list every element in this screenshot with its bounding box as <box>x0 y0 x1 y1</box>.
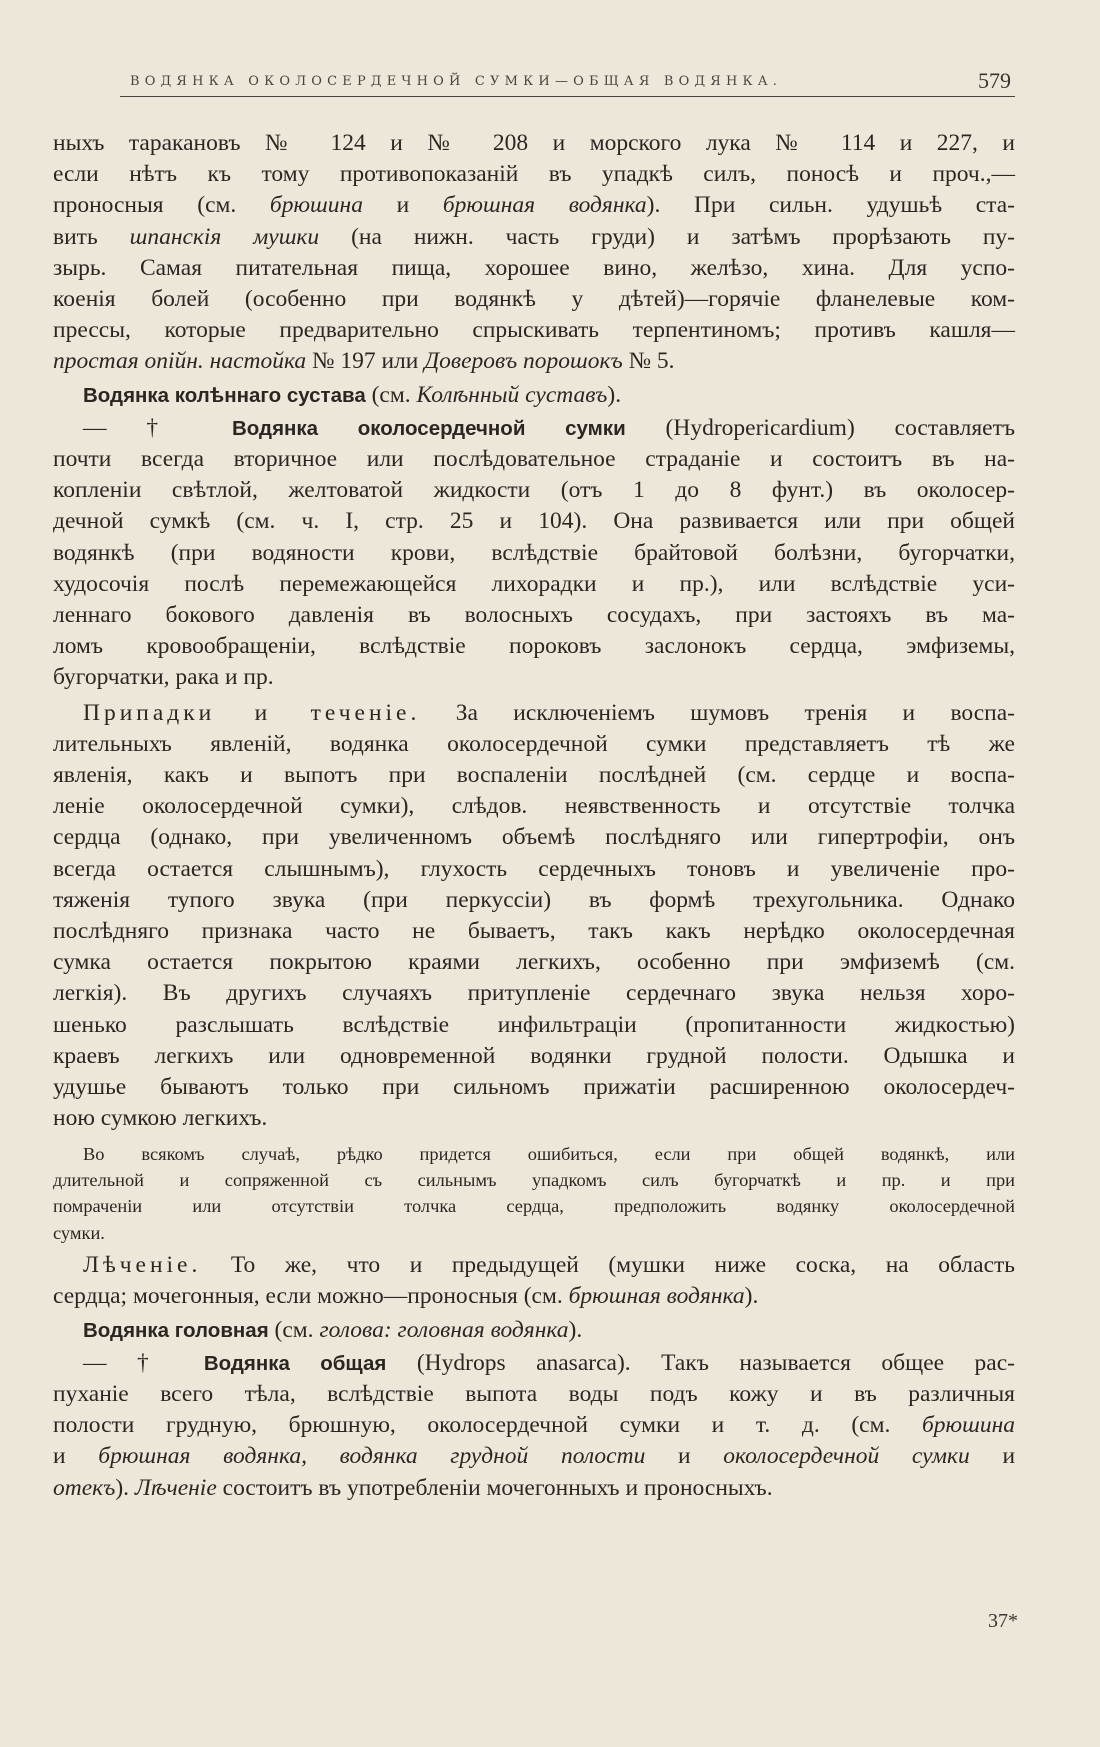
spaced-subheading: Припадки и теченіе. <box>83 699 421 726</box>
paragraph-treatment-continued <box>53 128 1015 378</box>
text-line: удушье бываютъ только при сильномъ прижатіи расширенною околосердеч- <box>53 1074 1015 1101</box>
running-title: ВОДЯНКА ОКОЛОСЕРДЕЧНОЙ СУМКИ—ОБЩАЯ ВОДЯНКА. <box>130 74 783 89</box>
text-line: тяженія тупого звука (при перкуссіи) въ формѣ трехугольника. Однако <box>53 886 1015 913</box>
text-line: водянкѣ (при водяности крови, вслѣдствіе брайтовой болѣзни, бугорчатки, <box>53 539 1015 566</box>
text-line: сердца; мочегонныя, если можно—проносныя (см. брюшная водянка). <box>53 1283 759 1310</box>
text-line: прессы, которые предварительно спрыскивать терпентиномъ; противъ кашля— <box>53 317 1015 344</box>
text-line: длительной и сопряженной съ сильнымъ упадкомъ силъ бугорчаткѣ и пр. и при <box>53 1169 1015 1190</box>
text-line: ломъ кровообращеніи, вслѣдствіе пороковъ заслонокъ сердца, эмфиземы, <box>53 633 1015 660</box>
entry-hydrops-anasarca <box>53 1348 1015 1504</box>
signature-mark: 37* <box>988 1610 1018 1632</box>
text-line: отекъ). Лѣченіе состоитъ въ употребленіи мочегонныхъ и проносныхъ. <box>53 1474 773 1501</box>
text-line: коенія болей (особенно при водянкѣ у дѣтей)—горячіе фланелевые ком- <box>53 286 1015 313</box>
text-block <box>53 128 1015 1504</box>
text-line: полости грудную, брюшную, околосердечной сумки и т. д. (см. брюшина <box>53 1412 1015 1439</box>
text-line: шенько разслышать вслѣдствіе инфильтраціи (пропитанности жидкостью) <box>53 1011 1015 1038</box>
text-line: зырь. Самая питательная пища, хорошее вино, желѣзо, хина. Для успо- <box>53 254 1015 281</box>
paragraph-symptoms <box>53 698 1015 1135</box>
page-number: 579 <box>978 68 1011 93</box>
text-line: худосочія послѣ перемежающейся лихорадки и пр.), или вслѣдствіе уси- <box>53 570 1015 597</box>
text-line: бугорчатки, рака и пр. <box>53 664 274 691</box>
text-line: ною сумкою легкихъ. <box>53 1105 268 1132</box>
text-line: леннаго бокового давленія въ волосныхъ сосудахъ, при застояхъ въ ма- <box>53 602 1015 629</box>
entry-heading-head: Водянка головная (см. голова: головная водянка). <box>83 1316 583 1343</box>
text-line: явленія, какъ и выпотъ при воспаленіи послѣдней (см. сердце и воспа- <box>53 762 1015 789</box>
text-line: если нѣтъ къ тому противопоказаній въ упадкѣ силъ, поносѣ и проч.,— <box>53 161 1015 188</box>
entry-heading-knee: Водянка колѣннаго сустава (см. Колѣнный суставъ). <box>83 381 622 408</box>
text-line: ныхъ таракановъ № 124 и № 208 и морского лука № 114 и 227, и <box>53 130 1015 156</box>
small-print-note <box>53 1141 1015 1247</box>
spaced-subheading: Лѣченіе. <box>83 1252 202 1279</box>
text-line: лительныхъ явленій, водянка околосердечной сумки представляетъ тѣ же <box>53 730 1015 757</box>
text-line: всегда остается слышнымъ), глухость сердечныхъ тоновъ и увеличеніе про- <box>53 855 1015 882</box>
text-line: помраченіи или отсутствіи толчка сердца, предположить водянку околосердечной <box>53 1196 1015 1217</box>
text-line: копленіи свѣтлой, желтоватой жидкости (отъ 1 до 8 фунт.) въ околосер- <box>53 477 1015 504</box>
text-line: почти всегда вторичное или послѣдовательное страданіе и состоитъ въ на- <box>53 446 1015 473</box>
text-line: легкія). Въ другихъ случаяхъ притупленіе сердечнаго звука нельзя хоро- <box>53 980 1015 1007</box>
text-line: краевъ легкихъ или одновременной водянки грудной полости. Одышка и <box>53 1042 1015 1069</box>
text-line: послѣдняго признака часто не бываетъ, такъ какъ нерѣдко околосердечная <box>53 918 1015 945</box>
text-line: простая опійн. настойка № 197 или Доверовъ порошокъ № 5. <box>53 348 675 375</box>
text-line: проносныя (см. брюшина и брюшная водянка). При сильн. удушьѣ ста- <box>53 192 1015 219</box>
text-line: Припадки и теченіе. За исключеніемъ шумовъ тренія и воспа- <box>83 699 1016 726</box>
text-line: Лѣченіе. То же, что и предыдущей (мушки ниже соска, на область <box>83 1252 1015 1279</box>
page-header <box>120 68 1015 97</box>
text-line: Во всякомъ случаѣ, рѣдко придется ошибиться, если при общей водянкѣ, или <box>83 1143 1015 1164</box>
text-line: сумка остается покрытою краями легкихъ, особенно при эмфиземѣ (см. <box>53 949 1015 976</box>
entry-heading-general: — † Водянка общая (Hydrops anasarca). Такъ называется общее рас- <box>83 1349 1015 1376</box>
paragraph-treatment <box>53 1250 1015 1312</box>
entry-hydropericardium <box>53 413 1015 694</box>
text-line: сумки. <box>53 1222 105 1243</box>
text-line: леніе околосердечной сумки), слѣдов. неявственность и отсутствіе толчка <box>53 793 1015 820</box>
text-line: пуханіе всего тѣла, вслѣдствіе выпота воды подъ кожу и въ различныя <box>53 1380 1015 1407</box>
text-line: вить шпанскія мушки (на нижн. часть груди) и затѣмъ прорѣзають пу- <box>53 223 1015 250</box>
entry-heading-pericardium: — † Водянка околосердечной сумки (Hydropericardium) составляетъ <box>83 414 1015 441</box>
text-line: сердца (однако, при увеличенномъ объемѣ послѣдняго или гипертрофіи, онъ <box>53 824 1015 851</box>
text-line: дечной сумкѣ (см. ч. I, стр. 25 и 104). Она развивается или при общей <box>53 508 1015 535</box>
text-line: и брюшная водянка, водянка грудной полости и околосердечной сумки и <box>53 1443 1016 1470</box>
